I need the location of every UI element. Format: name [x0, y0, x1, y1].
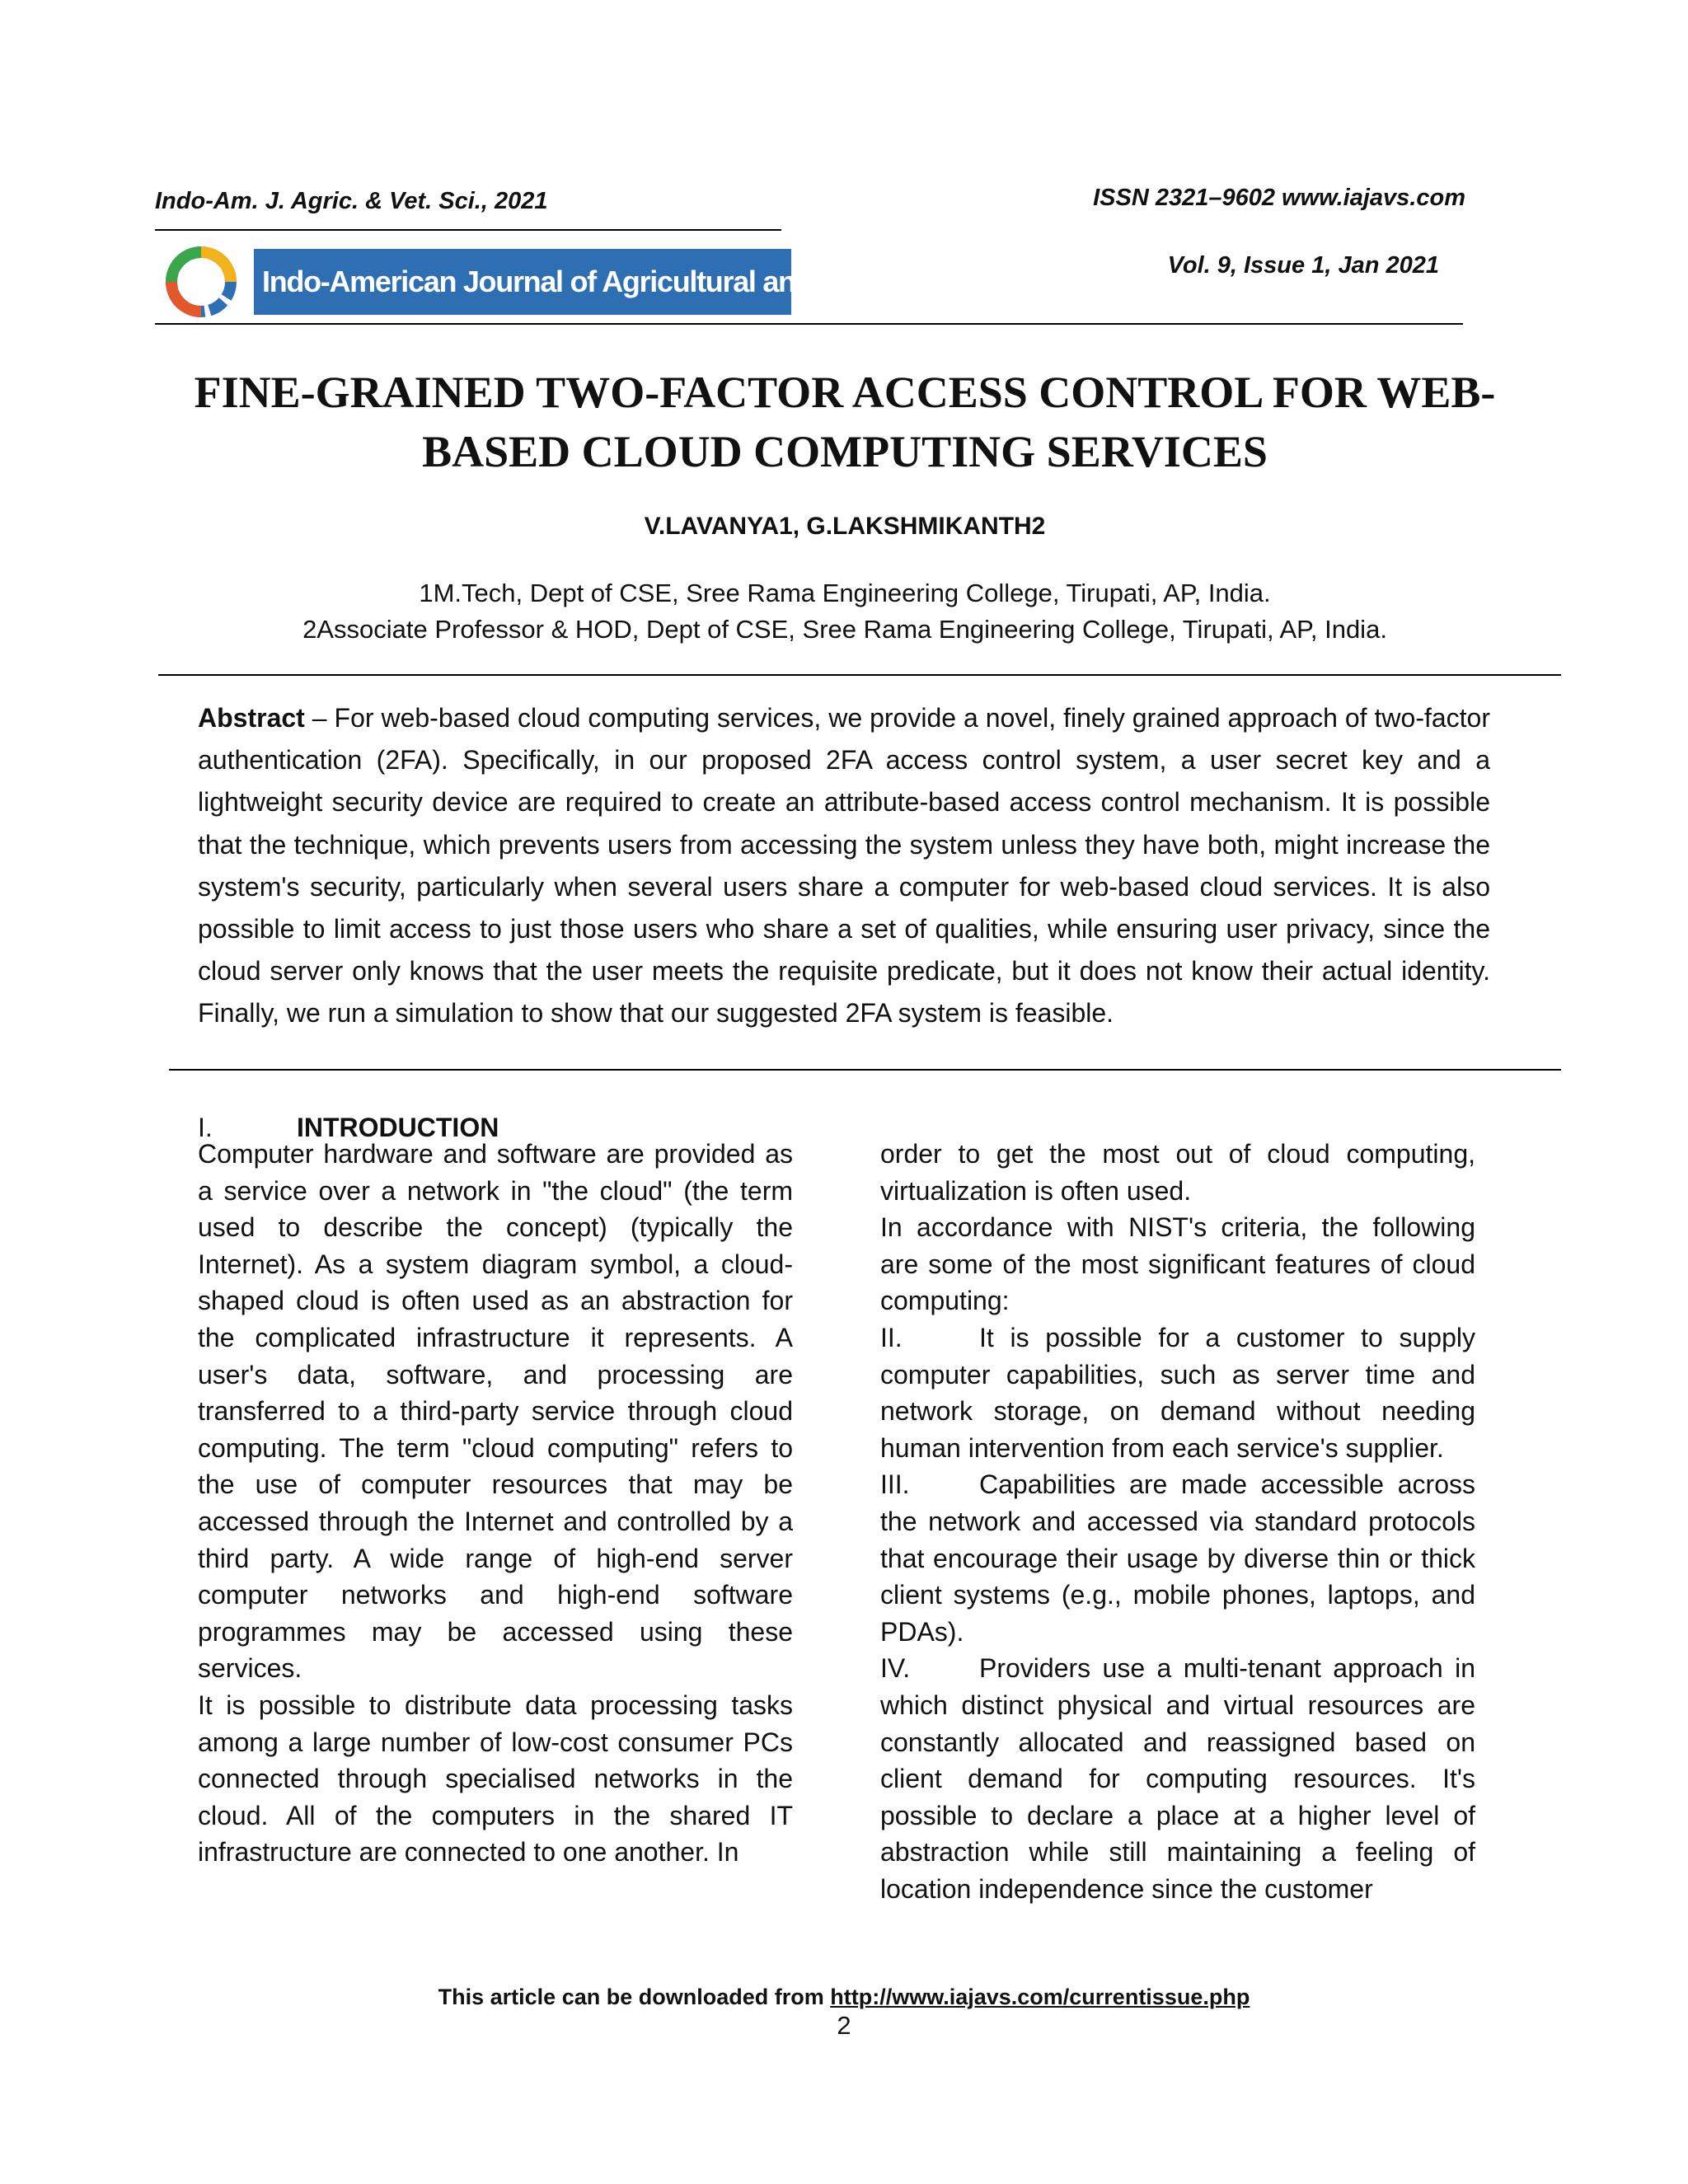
paragraph: order to get the most out of cloud computing, virtualization is often used.	[880, 1139, 1475, 1206]
list-item-text: It is possible for a customer to supply computer capabilities, such as server time and network storage, on demand without needing human intervention from each service's supplier.	[880, 1322, 1475, 1463]
list-item-number: IV.	[880, 1653, 911, 1684]
list-item	[880, 1650, 1475, 1907]
affiliation-2: 2Associate Professor & HOD, Dept of CSE, Sree Rama Engineering College, Tirupati, AP, India.	[302, 615, 1387, 644]
list-item-number: III.	[880, 1469, 910, 1500]
abstract-text: – For web-based cloud computing services, we provide a novel, finely grained approach of two-factor authentication (2FA). Specifically, in our proposed 2FA access control system, a user secret key and a lightweight security device are required to create an attribute-based access control mechanism. It is possible that the technique, which prevents users from accessing the system unless they have both, might increase the system's security, particularly when several users share a computer for web-based cloud services. It is also possible to limit access to just those users who share a set of qualities, while ensuring user privacy, since the cloud server only knows that the user meets the requisite predicate, but it does not know their actual identity. Finally, we run a simulation to show that our suggested 2FA system is feasible.	[198, 703, 1490, 1029]
volume-issue: Vol. 9, Issue 1, Jan 2021	[1167, 252, 1439, 279]
gear-logo-icon	[163, 244, 239, 320]
journal-logo	[163, 244, 239, 320]
list-item	[880, 1319, 1475, 1466]
download-note	[0, 1985, 1688, 2010]
paragraph: In accordance with NIST's criteria, the following are some of the most significant features of cloud computing:	[880, 1212, 1475, 1316]
download-link[interactable]: http://www.iajavs.com/currentissue.php	[830, 1985, 1250, 2009]
section-number: I.	[198, 1113, 213, 1142]
journal-citation: Indo-Am. J. Agric. & Vet. Sci., 2021	[155, 188, 548, 214]
issn-text: ISSN 2321–9602 www.iajavs.com	[1093, 185, 1465, 211]
list-item	[880, 1466, 1475, 1650]
abstract-label: Abstract	[198, 703, 305, 733]
header-divider-short	[155, 229, 781, 231]
paragraph: It is possible to distribute data processing tasks among a large number of low-cost consumer PCs connected through specialised networks in the cloud. All of the computers in the shared IT infrastructure are connected to one another. In	[198, 1690, 793, 1868]
header-divider-long	[155, 323, 1463, 325]
paragraph: Computer hardware and software are provided as a service over a network in "the cloud" (the term used to describe the concept) (typically the Internet). As a system diagram symbol, a cloud-shaped cloud is often used as an abstraction for the complicated infrastructure it represents. A user's data, software, and processing are transferred to a third-party service through cloud computing. The term "cloud computing" refers to the use of computer resources that may be accessed through the Internet and controlled by a third party. A wide range of high-end server computer networks and high-end software programmes may be accessed using these services.	[198, 1139, 793, 1684]
journal-banner: Indo-American Journal of Agricultural and Veterinary Sciences	[254, 249, 791, 315]
right-column	[880, 1136, 1475, 1907]
abstract	[198, 697, 1490, 1035]
paper-title: FINE-GRAINED TWO-FACTOR ACCESS CONTROL FOR WEB-BASED CLOUD COMPUTING SERVICES	[194, 368, 1496, 476]
page-number: 2	[837, 2011, 851, 2040]
abstract-bottom-rule	[169, 1069, 1561, 1071]
paper-authors: V.LAVANYA1, G.LAKSHMIKANTH2	[644, 513, 1046, 540]
list-item-text: Capabilities are made accessible across the network and accessed via standard protocols that encourage their usage by diverse thin or thick client systems (e.g., mobile phones, laptops, and PDAs).	[880, 1469, 1475, 1647]
list-item-text: Providers use a multi-tenant approach in which distinct physical and virtual resources are constantly allocated and reassigned based on client demand for computing resources. It's possible to declare a place at a higher level of abstraction while still maintaining a feeling of location independence since the customer	[880, 1653, 1475, 1904]
affiliation-1: 1M.Tech, Dept of CSE, Sree Rama Engineering College, Tirupati, AP, India.	[419, 579, 1271, 607]
download-note-prefix: This article can be downloaded from	[438, 1985, 831, 2009]
list-item-number: II.	[880, 1322, 903, 1352]
section-title: INTRODUCTION	[297, 1113, 499, 1142]
left-column	[198, 1136, 793, 1871]
abstract-top-rule	[158, 674, 1561, 676]
